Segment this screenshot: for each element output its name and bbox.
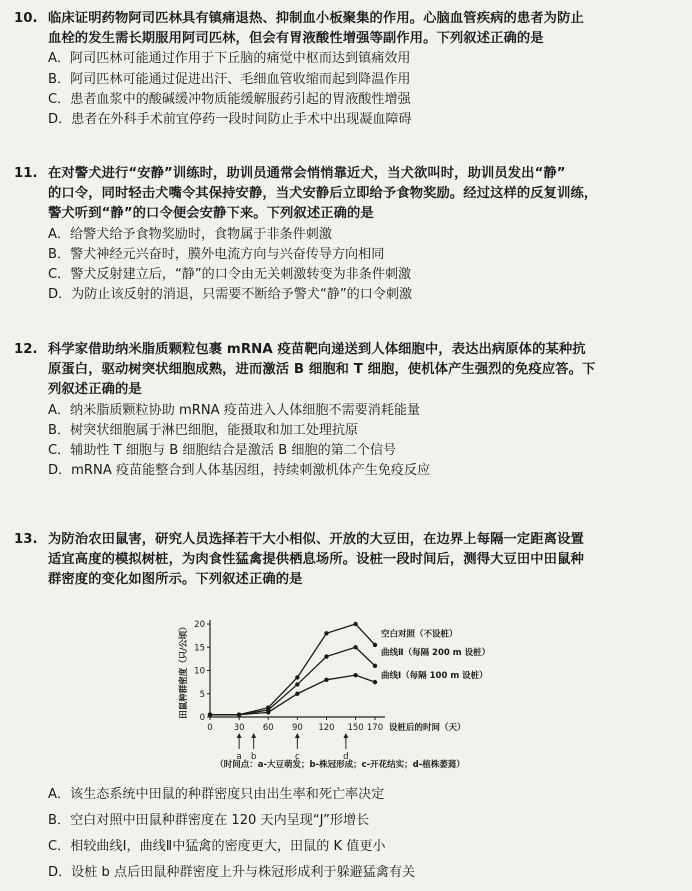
question-11: [14, 164, 682, 305]
data-point: [324, 678, 328, 682]
option-c: C．患者血浆中的酸碱缓冲物质能缓解服药引起的胃液酸性增强: [48, 91, 411, 107]
stage-arrow-head: [251, 733, 256, 738]
option-c: C．警犬反射建立后，“静”的口令由无关刺激转变为非条件刺激: [48, 267, 412, 283]
stem-line: 警犬听到“静”的口令便会安静下来。下列叙述正确的是: [48, 206, 374, 222]
stem-line: 临床证明药物阿司匹林具有镇痛退热、抑制血小板聚集的作用。心脑血管疾病的患者为防止: [48, 11, 584, 26]
question-10: [14, 9, 682, 130]
stem-line: 血栓的发生需长期服用阿司匹林，但会有胃液酸性增强等副作用。下列叙述正确的是: [48, 31, 544, 47]
stem-line: 原蛋白，驱动树突状细胞成熟，进而激活 B 细胞和 T 细胞，使机体产生强烈的免疫应答。下: [48, 362, 596, 378]
option-c: C．辅助性 T 细胞与 B 细胞结合是激活 B 细胞的第二个信号: [48, 443, 397, 459]
question-number: 13.: [14, 532, 38, 547]
data-point: [353, 622, 357, 626]
y-axis-label: 田鼠种群密度（只/公顷）: [179, 622, 189, 719]
series-label: 曲线Ⅱ（每隔 200 m 设桩）: [381, 647, 491, 658]
option-a: A．该生态系统中田鼠的种群密度只由出生率和死亡率决定: [48, 787, 385, 802]
option-b: B．空白对照中田鼠种群密度在 120 天内呈现“J”形增长: [48, 813, 370, 828]
option-a: A．给警犬给予食物奖励时，食物属于非条件刺激: [48, 226, 332, 242]
option-d: D．mRNA 疫苗能整合到人体基因组，持续刺激机体产生免疫反应: [48, 463, 431, 479]
question-stem: [14, 340, 682, 360]
x-tick-label: 0: [207, 723, 213, 733]
data-point: [295, 692, 299, 696]
data-point: [324, 631, 328, 635]
stem-line: 的口令，同时轻击犬嘴令其保持安静，当犬安静后立即给予食物奖励。经过这样的反复训练，: [48, 186, 598, 202]
y-tick-label: 0: [199, 713, 205, 723]
x-axis-label: 设桩后的时间（天）: [389, 723, 466, 733]
y-tick-label: 20: [194, 620, 205, 630]
question-stem: [14, 164, 682, 184]
option-b: B．阿司匹林可能通过促进出汗、毛细血管收缩而起到降温作用: [48, 71, 411, 87]
x-tick-label: 30: [233, 723, 245, 733]
y-tick-label: 10: [194, 666, 205, 677]
option-a: A．阿司匹林可能通过作用于下丘脑的痛觉中枢而达到镇痛效用: [48, 51, 411, 67]
option-d: D．为防止该反射的消退，只需要不断给予警犬“静”的口令刺激: [48, 287, 413, 303]
series-line: [210, 675, 375, 715]
series-label: 空白对照（不设桩）: [381, 629, 458, 640]
question-number: 10.: [14, 11, 38, 26]
data-point: [295, 682, 299, 686]
option-a: A．纳米脂质颗粒协助 mRNA 疫苗进入人体细胞不需要消耗能量: [48, 402, 421, 418]
stage-label: a: [236, 752, 242, 762]
question-13: [14, 530, 682, 591]
question-number: 11.: [14, 166, 38, 181]
series-line: [210, 647, 375, 714]
stage-label: b: [250, 752, 257, 762]
data-point: [373, 680, 377, 684]
data-point: [353, 645, 357, 649]
question-12: [14, 340, 682, 481]
stem-line: 为防治农田鼠害，研究人员选择若干大小相似、开放的大豆田，在边界上每隔一定距离设置: [48, 532, 584, 547]
y-tick-label: 5: [199, 689, 205, 700]
stage-label: c: [295, 752, 300, 762]
option-d: D．设桩 b 点后田鼠种群密度上升与株冠形成利于躲避猛禽有关: [48, 865, 416, 880]
x-tick-label: 150: [347, 723, 364, 733]
population-density-chart: [150, 612, 530, 772]
option-d: D．患者在外科手术前宜停药一段时间防止手术中出现凝血障碍: [48, 112, 412, 128]
option-b: B．警犬神经元兴奋时，膜外电流方向与兴奋传导方向相同: [48, 246, 385, 262]
stem-line: 在对警犬进行“安静”训练时，助训员通常会悄悄靠近犬，当犬欲叫时，助训员发出“静”: [48, 166, 566, 181]
question-stem: [14, 530, 682, 550]
stem-line: 群密度的变化如图所示。下列叙述正确的是: [48, 572, 303, 588]
stage-arrow-head: [237, 733, 242, 738]
y-tick-label: 15: [194, 643, 205, 654]
x-tick-label: 120: [318, 723, 335, 733]
data-point: [373, 643, 377, 647]
x-tick-label: 170: [366, 723, 384, 733]
question-number: 12.: [14, 342, 38, 357]
data-point: [266, 710, 270, 714]
option-c: C．相较曲线Ⅰ，曲线Ⅱ中猛禽的密度更大，田鼠的 K 值更小: [48, 839, 386, 854]
stage-arrow-head: [295, 733, 300, 738]
option-b: B．树突状细胞属于淋巴细胞，能摄取和加工处理抗原: [48, 422, 359, 438]
data-point: [295, 675, 299, 679]
x-tick-label: 60: [262, 723, 274, 733]
stem-line: 列叙述正确的是: [48, 382, 142, 398]
data-point: [237, 712, 241, 716]
series-line: [210, 624, 375, 715]
question-stem: [14, 9, 682, 29]
stem-line: 适宜高度的模拟树桩，为肉食性猛禽提供栖息场所。设桩一段时间后，测得大豆田中田鼠种: [48, 552, 584, 568]
data-point: [373, 664, 377, 668]
stage-arrow-head: [343, 733, 348, 738]
data-point: [324, 654, 328, 658]
x-tick-label: 90: [291, 723, 303, 733]
stage-label: d: [343, 752, 349, 762]
series-label: 曲线Ⅰ（每隔 100 m 设桩）: [381, 671, 488, 682]
data-point: [353, 673, 357, 677]
data-point: [208, 712, 212, 716]
chart-caption: （时间点：a-大豆萌发；b-株冠形成；c-开花结实；d-植株萎蔫）: [215, 760, 465, 770]
stem-line: 科学家借助纳米脂质颗粒包裹 mRNA 疫苗靶向递送到人体细胞中，表达出病原体的某种抗: [48, 342, 586, 357]
